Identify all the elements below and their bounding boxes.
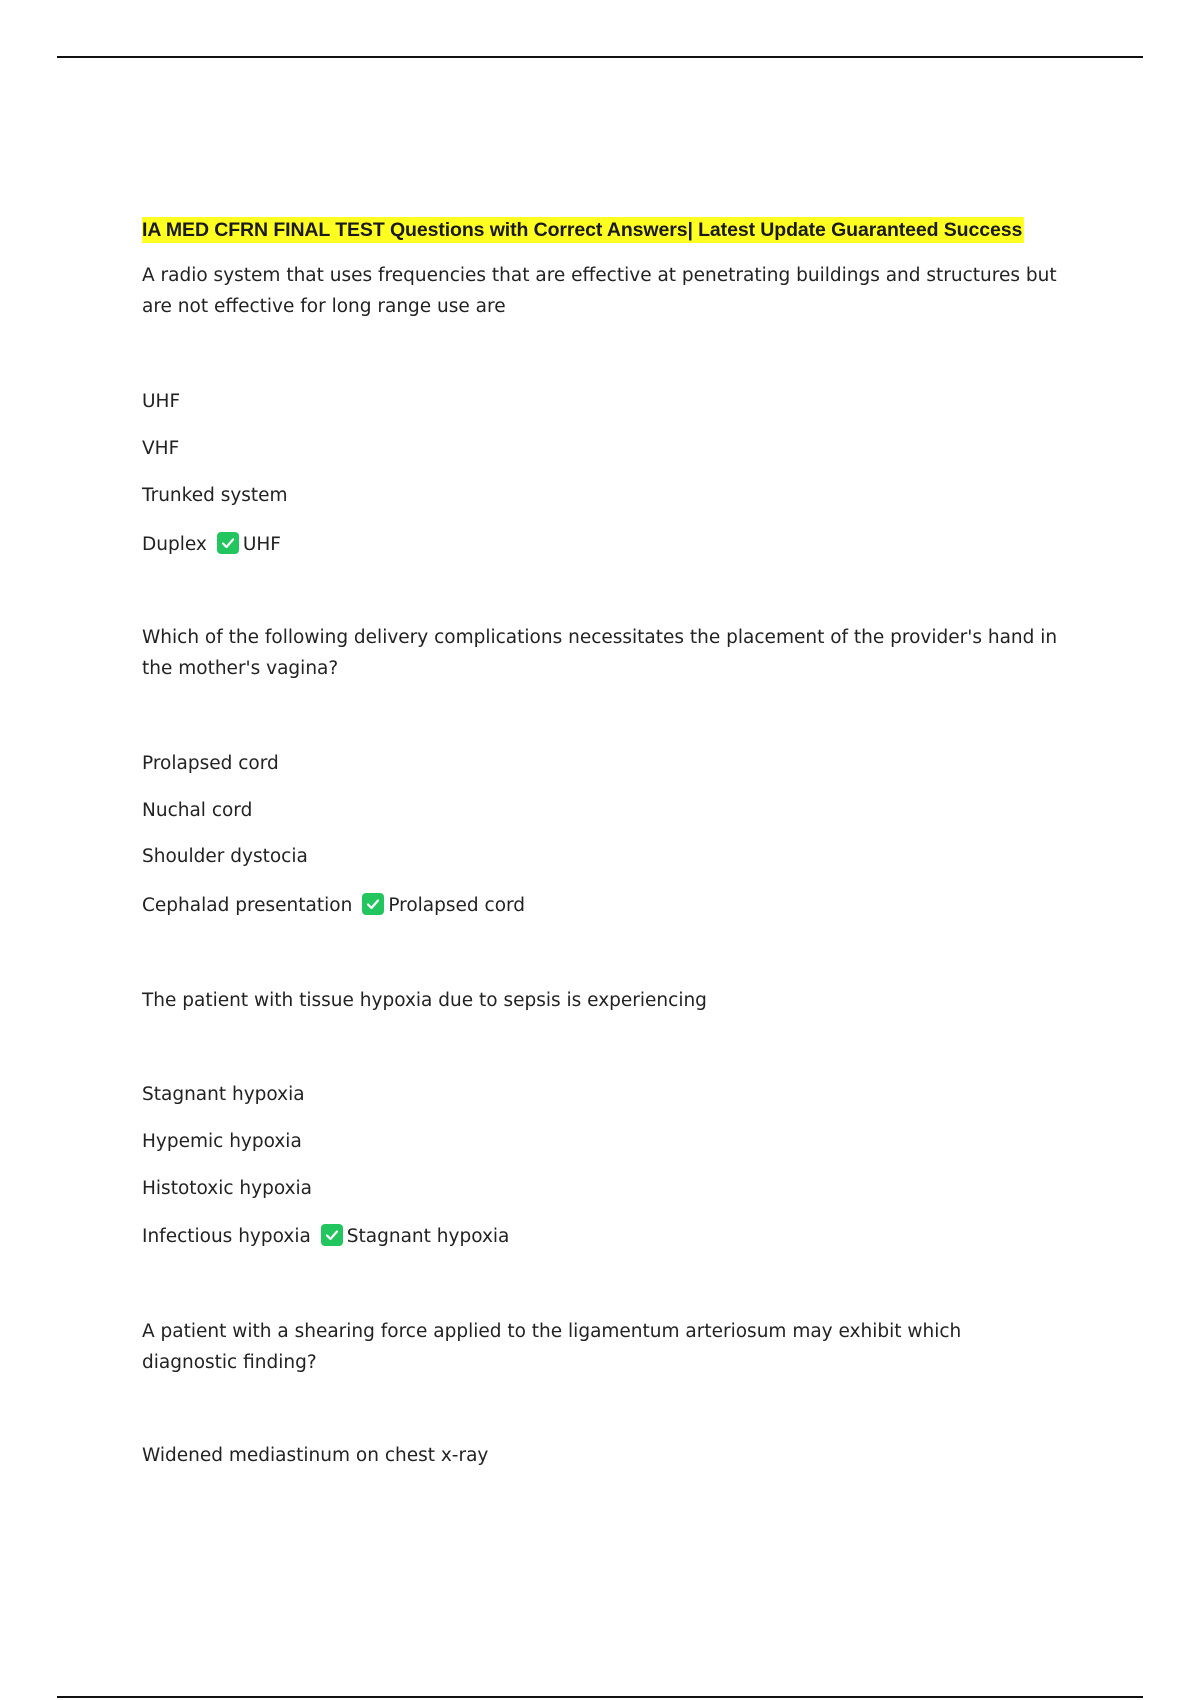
question-4-text: A patient with a shearing force applied to the ligamentum arteriosum may exhibit which diagnostic finding?	[142, 1321, 962, 1373]
question-3-option-4: Infectious hypoxia	[142, 1226, 311, 1247]
footer-rule	[57, 1696, 1143, 1698]
checkmark-icon	[362, 893, 384, 915]
question-2-option-4: Cephalad presentation	[142, 895, 353, 916]
question-3-option-3: Histotoxic hypoxia	[142, 1178, 312, 1199]
title-highlight: IA MED CFRN FINAL TEST Questions with Correct Answers| Latest Update Guaranteed Success	[142, 219, 1023, 241]
question-2-option-3: Shoulder dystocia	[142, 846, 308, 867]
document-title	[142, 216, 1024, 244]
question-3-option-1: Stagnant hypoxia	[142, 1084, 305, 1105]
question-2-option-2: Nuchal cord	[142, 800, 253, 821]
header-rule	[57, 56, 1143, 58]
question-1-option-3: Trunked system	[142, 485, 288, 506]
checkmark-icon	[321, 1224, 343, 1246]
question-1-option-4-with-answer	[142, 529, 281, 560]
question-3-text: The patient with tissue hypoxia due to sepsis is experiencing	[142, 990, 707, 1011]
question-1-answer: UHF	[242, 534, 281, 555]
question-2-option-4-with-answer	[142, 890, 525, 921]
question-2-text: Which of the following delivery complications necessitates the placement of the provider's hand in the mother's vagina?	[142, 627, 1058, 679]
question-1-option-1: UHF	[142, 391, 181, 412]
checkmark-icon	[217, 532, 239, 554]
question-4-option-1: Widened mediastinum on chest x-ray	[142, 1445, 489, 1466]
question-3-option-4-with-answer	[142, 1221, 509, 1252]
question-3-answer: Stagnant hypoxia	[346, 1226, 510, 1247]
question-1-text: A radio system that uses frequencies that are effective at penetrating buildings and structures but are not effective for long range use are	[142, 265, 1057, 317]
question-1-option-2: VHF	[142, 438, 180, 459]
question-2-option-1: Prolapsed cord	[142, 753, 279, 774]
question-3-option-2: Hypemic hypoxia	[142, 1131, 302, 1152]
question-1-option-4: Duplex	[142, 534, 207, 555]
question-2-answer: Prolapsed cord	[388, 895, 526, 916]
